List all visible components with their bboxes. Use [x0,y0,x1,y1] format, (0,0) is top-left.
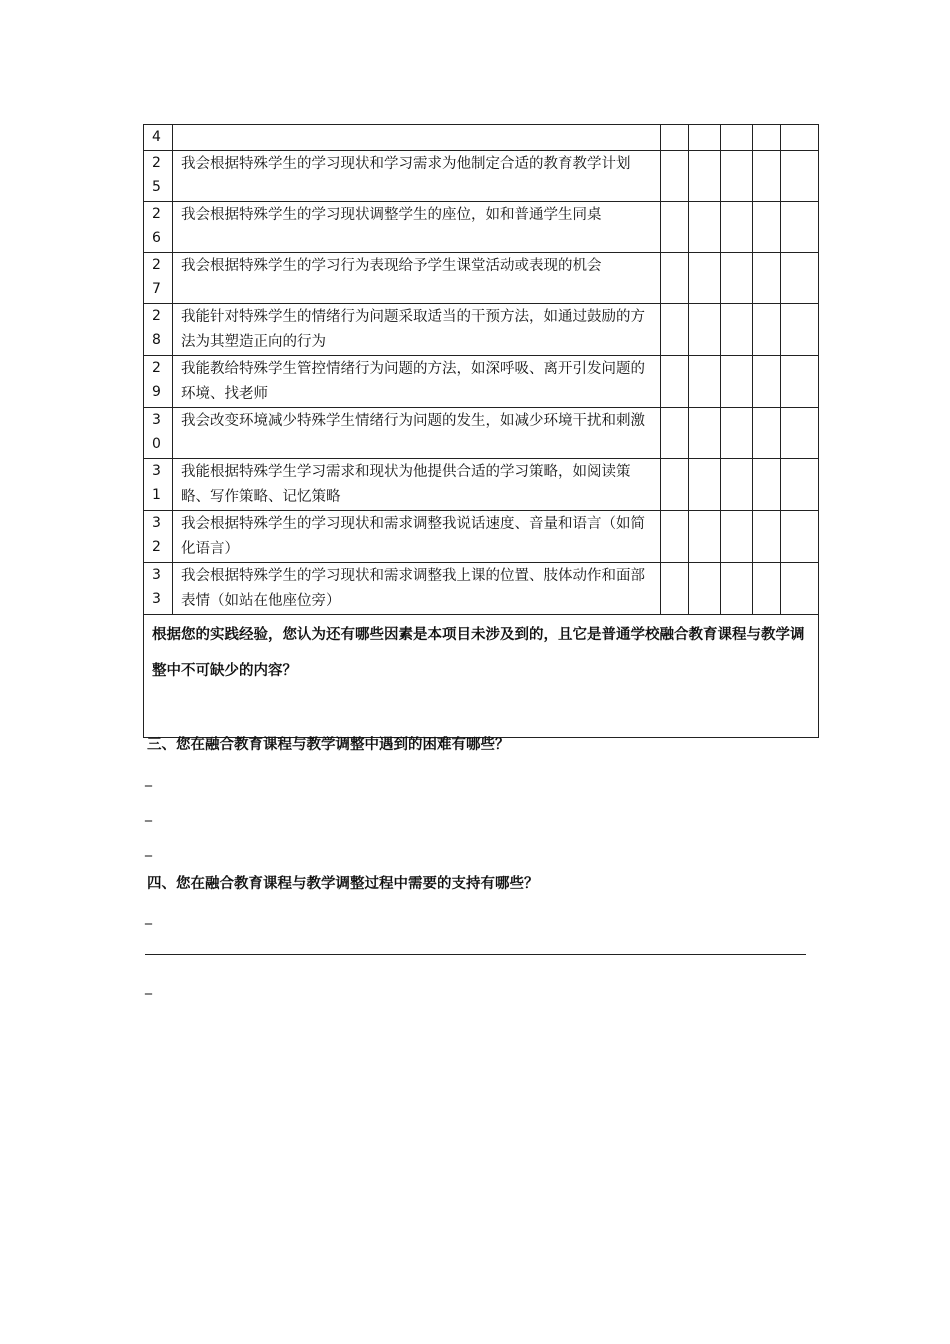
item-number: 2 9 [144,356,173,408]
answer-blank[interactable]: _ [145,909,152,925]
rating-cell[interactable] [660,125,688,151]
rating-cell[interactable] [780,202,818,253]
item-text: 我会根据特殊学生的学习现状调整学生的座位，如和普通学生同桌 [173,202,661,253]
table-row [144,253,819,304]
rating-cell[interactable] [660,253,688,304]
rating-cell[interactable] [688,408,720,459]
rating-cell[interactable] [660,202,688,253]
rating-cell[interactable] [780,356,818,408]
rating-cell[interactable] [660,511,688,563]
rating-cell[interactable] [720,304,752,356]
rating-cell[interactable] [752,151,780,202]
rating-cell[interactable] [660,408,688,459]
rating-cell[interactable] [688,563,720,615]
rating-cell[interactable] [720,511,752,563]
item-text [173,125,661,151]
rating-cell[interactable] [752,563,780,615]
rating-cell[interactable] [688,511,720,563]
section-4-heading: 四、您在融合教育课程与教学调整过程中需要的支持有哪些？ [147,876,539,892]
rating-cell[interactable] [660,304,688,356]
rating-cell[interactable] [752,202,780,253]
rating-cell[interactable] [720,151,752,202]
rating-cell[interactable] [752,253,780,304]
rating-cell[interactable] [720,356,752,408]
rating-cell[interactable] [720,125,752,151]
section-3-heading: 三、您在融合教育课程与教学调整中遇到的困难有哪些？ [147,737,510,753]
rating-cell[interactable] [780,125,818,151]
rating-cell[interactable] [660,563,688,615]
answer-blank[interactable]: _ [145,841,152,857]
table-row [144,202,819,253]
rating-cell[interactable] [660,459,688,511]
rating-cell[interactable] [780,511,818,563]
rating-cell[interactable] [780,459,818,511]
rating-cell[interactable] [752,356,780,408]
rating-cell[interactable] [720,459,752,511]
item-text: 我能教给特殊学生管控情绪行为问题的方法，如深呼吸、离开引发问题的环境、找老师 [173,356,661,408]
table-row [144,125,819,151]
item-number: 2 5 [144,151,173,202]
rating-cell[interactable] [780,151,818,202]
answer-line [145,954,806,955]
rating-cell[interactable] [780,253,818,304]
table-row [144,408,819,459]
rating-cell[interactable] [720,408,752,459]
answer-blank[interactable]: _ [145,806,152,822]
item-text: 我会改变环境减少特殊学生情绪行为问题的发生，如减少环境干扰和刺激 [173,408,661,459]
item-text: 我会根据特殊学生的学习现状和需求调整我说话速度、音量和语言（如简化语言） [173,511,661,563]
answer-blank[interactable]: _ [145,979,152,995]
rating-cell[interactable] [660,356,688,408]
rating-cell[interactable] [660,151,688,202]
rating-cell[interactable] [688,125,720,151]
item-text: 我会根据特殊学生的学习现状和需求调整我上课的位置、肢体动作和面部表情（如站在他座位旁） [173,563,661,615]
rating-cell[interactable] [752,304,780,356]
rating-cell[interactable] [688,151,720,202]
item-text: 我会根据特殊学生的学习现状和学习需求为他制定合适的教育教学计划 [173,151,661,202]
table-row [144,304,819,356]
item-number: 3 2 [144,511,173,563]
rating-cell[interactable] [720,563,752,615]
rating-cell[interactable] [780,408,818,459]
rating-cell[interactable] [780,304,818,356]
survey-table [143,124,819,738]
table-row [144,511,819,563]
rating-cell[interactable] [688,304,720,356]
item-text: 我能针对特殊学生的情绪行为问题采取适当的干预方法，如通过鼓励的方法为其塑造正向的行为 [173,304,661,356]
rating-cell[interactable] [720,253,752,304]
item-text: 我能根据特殊学生学习需求和现状为他提供合适的学习策略，如阅读策略、写作策略、记忆策略 [173,459,661,511]
table-row [144,459,819,511]
item-number: 3 3 [144,563,173,615]
answer-blank[interactable]: _ [145,771,152,787]
rating-cell[interactable] [752,511,780,563]
item-text: 我会根据特殊学生的学习行为表现给予学生课堂活动或表现的机会 [173,253,661,304]
open-question-row [144,615,819,738]
item-number: 2 7 [144,253,173,304]
item-number: 3 0 [144,408,173,459]
rating-cell[interactable] [688,356,720,408]
table-row [144,151,819,202]
open-question-text: 根据您的实践经验，您认为还有哪些因素是本项目未涉及到的，且它是普通学校融合教育课程与教学调整中不可缺少的内容？ [152,627,805,679]
table-row [144,356,819,408]
rating-cell[interactable] [752,459,780,511]
table-row [144,563,819,615]
open-question-cell[interactable] [144,615,819,738]
rating-cell[interactable] [720,202,752,253]
item-number: 3 1 [144,459,173,511]
rating-cell[interactable] [688,202,720,253]
item-number: 2 8 [144,304,173,356]
rating-cell[interactable] [752,408,780,459]
rating-cell[interactable] [780,563,818,615]
rating-cell[interactable] [752,125,780,151]
item-number: 4 [144,125,173,151]
item-number: 2 6 [144,202,173,253]
rating-cell[interactable] [688,253,720,304]
rating-cell[interactable] [688,459,720,511]
